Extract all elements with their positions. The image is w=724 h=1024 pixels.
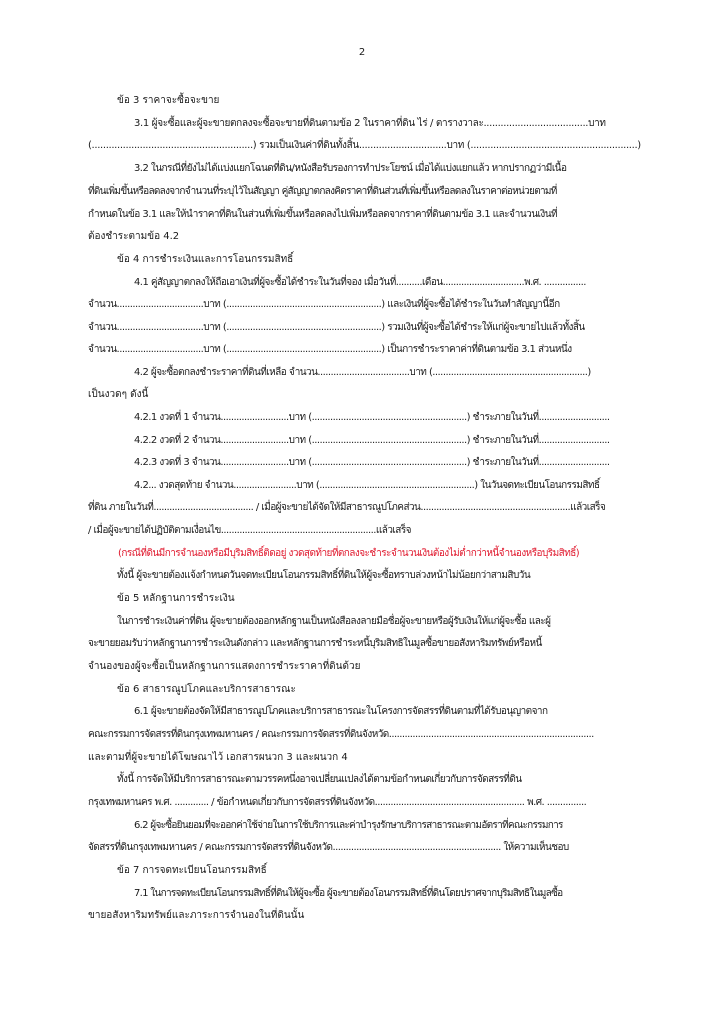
paragraph-line: ที่ดินเพิ่มขึ้นหรือลดลงจากจำนวนที่ระบุไว้ในสัญญา คู่สัญญาตกลงคิดราคาที่ดินส่วนที่เพิ่มขึ้นหรือลดลงในราคาต่อหน่วยตามที่ — [88, 186, 557, 197]
paragraph-line: (.........................................................) รวมเป็นเงินค่าที่ดินทั้งสิ้น...............................บาท (...........................................................) — [88, 140, 641, 151]
paragraph-line: คณะกรรมการจัดสรรที่ดินกรุงเทพมหานคร / คณะกรรมการจัดสรรที่ดินจังหวัด.............................................................................. — [88, 729, 594, 740]
paragraph-line: จะขายยอมรับว่าหลักฐานการชำระเงินดังกล่าว และหลักฐานการชำระหนี้บุริมสิทธิในมูลซื้อขายอสังหาริมทรัพย์หรือหนี้ — [88, 638, 542, 649]
paragraph-line: 3.2 ในกรณีที่ยังไม่ได้แบ่งแยกโฉนดที่ดิน/หนังสือรับรองการทำประโยชน์ เมื่อได้แบ่งแยกแล้ว หากปรากฏว่ามีเนื้อ — [134, 163, 567, 174]
paragraph-line: จัดสรรที่ดินกรุงเทพมหานคร / คณะกรรมการจัดสรรที่ดินจังหวัด................................................................ ให้ความเห็นชอบ — [88, 842, 569, 853]
heading-clause-6: ข้อ 6 สาธารณูปโภคและบริการสาธารณะ — [117, 684, 296, 695]
installment-line: 4.2.3 งวดที่ 3 จำนวน..........................บาท (...........................................................) ชำระภายในวันที่........................... — [134, 457, 610, 468]
heading-clause-5: ข้อ 5 หลักฐานการชำระเงิน — [117, 593, 235, 604]
paragraph-line: ต้องชำระตามข้อ 4.2 — [88, 231, 180, 242]
paragraph-line: 6.2 ผู้จะซื้อยินยอมที่จะออกค่าใช้จ่ายในการใช้บริการและค่าบำรุงรักษาบริการสาธารณะตามอัตราที่คณะกรรมการ — [134, 820, 563, 831]
paragraph-line: จำนองของผู้จะซื้อเป็นหลักฐานการแสดงการชำระราคาที่ดินด้วย — [88, 661, 361, 672]
heading-clause-3: ข้อ 3 ราคาจะซื้อจะขาย — [117, 95, 220, 106]
paragraph-line: ที่ดิน ภายในวันที่...................................... / เมื่อผู้จะขายได้จัดให้มีสาธารณูปโภคส่วน.........................................................แล้วเสร็จ — [88, 502, 606, 513]
paragraph-line: เป็นงวดๆ ดังนี้ — [88, 389, 149, 400]
paragraph-line: 4.1 คู่สัญญาตกลงให้ถือเอาเงินที่ผู้จะซื้อได้ชำระในวันที่จอง เมื่อวันที่..........เดือน...............................พ.ศ. ................ — [134, 277, 586, 288]
paragraph-line: จำนวน.................................บาท (...........................................................) และเงินที่ผู้จะซื้อได้ชำระในวันทำสัญญานี้อีก — [88, 299, 560, 310]
heading-clause-7: ข้อ 7 การจดทะเบียนโอนกรรมสิทธิ์ — [117, 865, 267, 876]
installment-line: 4.2.1 งวดที่ 1 จำนวน..........................บาท (...........................................................) ชำระภายในวันที่........................... — [134, 412, 610, 423]
paragraph-line: 7.1 ในการจดทะเบียนโอนกรรมสิทธิ์ที่ดินให้ผู้จะซื้อ ผู้จะขายต้องโอนกรรมสิทธิ์ที่ดินโดยปราศจากบุริมสิทธิในมูลซื้อ — [134, 888, 563, 899]
paragraph-line: กรุงเทพมหานคร พ.ศ. ............. / ข้อกำหนดเกี่ยวกับการจัดสรรที่ดินจังหวัด......................................................... พ.ศ. ............... — [88, 797, 587, 808]
paragraph-line: 3.1 ผู้จะซื้อและผู้จะขายตกลงจะซื้อจะขายที่ดินตามข้อ 2 ในราคาที่ดิน ไร่ / ตารางวาละ.....................................บาท — [134, 118, 606, 129]
paragraph-line: กำหนดในข้อ 3.1 และให้นำราคาที่ดินในส่วนที่เพิ่มขึ้นหรือลดลงไปเพิ่มหรือลดจากราคาที่ดินตามข้อ 3.1 และจำนวนเงินที่ — [88, 209, 558, 220]
paragraph-line: / เมื่อผู้จะขายได้ปฏิบัติตามเงื่อนไข...........................................................แล้วเสร็จ — [88, 525, 411, 536]
paragraph-line: 6.1 ผู้จะขายต้องจัดให้มีสาธารณูปโภคและบริการสาธารณะในโครงการจัดสรรที่ดินตามที่ได้รับอนุญาตจาก — [134, 706, 548, 717]
paragraph-line: ทั้งนี้ ผู้จะขายต้องแจ้งกำหนดวันจดทะเบียนโอนกรรมสิทธิ์ที่ดินให้ผู้จะซื้อทราบล่วงหน้าไม่น้อยกว่าสามสิบวัน — [117, 570, 531, 581]
paragraph-line: และตามที่ผู้จะขายได้โฆษณาไว้ เอกสารผนวก 3 และผนวก 4 — [88, 752, 348, 763]
paragraph-line: 4.2 ผู้จะซื้อตกลงชำระราคาที่ดินที่เหลือ จำนวน...................................บาท (...........................................................) — [134, 367, 591, 378]
mortgage-note: (กรณีที่ดินมีการจำนองหรือมีบุริมสิทธิ์ติดอยู่ งวดสุดท้ายที่ตกลงจะชำระจำนวนเงินต้องไม่ต่ำกว่าหนี้จำนองหรือบุริมสิทธิ์) — [118, 548, 580, 559]
paragraph-line: ทั้งนี้ การจัดให้มีบริการสาธารณะตามวรรคหนึ่งอาจเปลี่ยนแปลงได้ตามข้อกำหนดเกี่ยวกับการจัดสรรที่ดิน — [117, 774, 522, 785]
installment-line: 4.2.2 งวดที่ 2 จำนวน..........................บาท (...........................................................) ชำระภายในวันที่........................... — [134, 435, 610, 446]
page-number: 2 — [358, 47, 366, 58]
paragraph-line: ในการชำระเงินค่าที่ดิน ผู้จะขายต้องออกหลักฐานเป็นหนังสือลงลายมือชื่อผู้จะขายหรือผู้รับเงินให้แก่ผู้จะซื้อ และผู้ — [117, 616, 551, 627]
heading-clause-4: ข้อ 4 การชำระเงินและการโอนกรรมสิทธิ์ — [117, 254, 294, 265]
installment-line: 4.2... งวดสุดท้าย จำนวน........................บาท (...........................................................) ในวันจดทะเบียนโอนกรรมสิทธิ์ — [134, 480, 600, 491]
paragraph-line: จำนวน.................................บาท (...........................................................) เป็นการชำระราคาค่าที่ดินตามข้อ 3.1 ส่วนหนึ่ง — [88, 344, 572, 355]
paragraph-line: จำนวน.................................บาท (...........................................................) รวมเงินที่ผู้จะซื้อได้ชำระให้แก่ผู้จะขายไปแล้วทั้งสิ้น — [88, 322, 585, 333]
paragraph-line: ขายอสังหาริมทรัพย์และภาระการจำนองในที่ดินนั้น — [88, 910, 305, 921]
